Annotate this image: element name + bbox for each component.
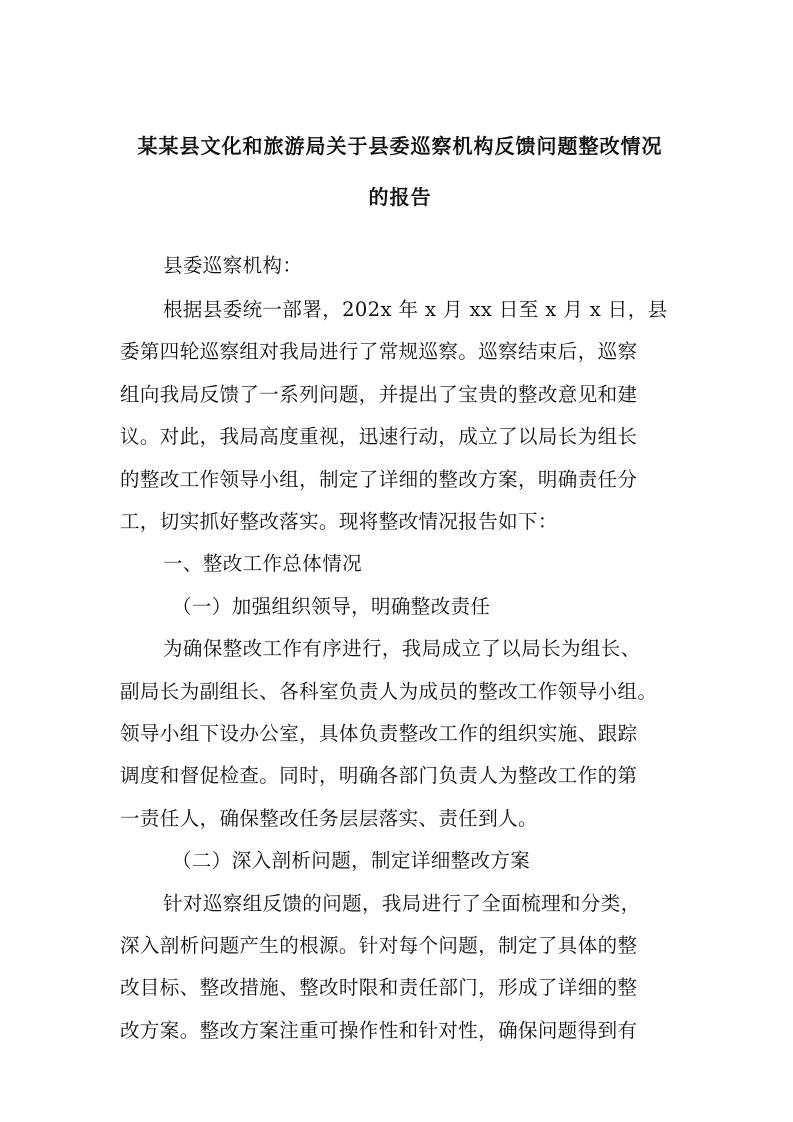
paragraph-line: 为确保整改工作有序进行，我局成立了以局长为组长、 (163, 637, 641, 660)
salutation: 县委巡察机构： (163, 254, 303, 277)
paragraph-line: 深入剖析问题产生的根源。针对每个问题，制定了具体的整 (120, 934, 638, 957)
paragraph-line: 工，切实抓好整改落实。现将整改情况报告如下： (120, 510, 558, 533)
paragraph-line: 的整改工作领导小组，制定了详细的整改方案，明确责任分 (120, 468, 638, 491)
subsection-heading: （一）加强组织领导，明确整改责任 (172, 595, 491, 618)
paragraph-line: 调度和督促检查。同时，明确各部门负责人为整改工作的第 (120, 764, 638, 787)
document-title-line-1: 某某县文化和旅游局关于县委巡察机构反馈问题整改情况 (137, 134, 663, 158)
subsection-heading: （二）深入剖析问题，制定详细整改方案 (172, 849, 531, 872)
paragraph-line: 议。对此，我局高度重视，迅速行动，成立了以局长为组长 (120, 425, 638, 448)
paragraph-line: 组向我局反馈了一系列问题，并提出了宝贵的整改意见和建 (120, 383, 638, 406)
paragraph-line: 领导小组下设办公室，具体负责整改工作的组织实施、跟踪 (120, 722, 638, 745)
paragraph-line: 委第四轮巡察组对我局进行了常规巡察。巡察结束后，巡察 (120, 340, 638, 363)
paragraph-line: 针对巡察组反馈的问题，我局进行了全面梳理和分类， (163, 892, 641, 915)
paragraph-line: 改方案。整改方案注重可操作性和针对性，确保问题得到有 (120, 1019, 638, 1042)
document-title-line-2: 的报告 (368, 185, 432, 209)
paragraph-line: 改目标、整改措施、整改时限和责任部门，形成了详细的整 (120, 976, 638, 999)
paragraph-line: 副局长为副组长、各科室负责人为成员的整改工作领导小组。 (120, 680, 658, 703)
paragraph-line: 一责任人，确保整改任务层层落实、责任到人。 (120, 807, 538, 830)
section-heading: 一、整改工作总体情况 (163, 552, 363, 575)
paragraph-line: 根据县委统一部署，202x 年 x 月 xx 日至 x 月 x 日，县 (163, 298, 668, 321)
